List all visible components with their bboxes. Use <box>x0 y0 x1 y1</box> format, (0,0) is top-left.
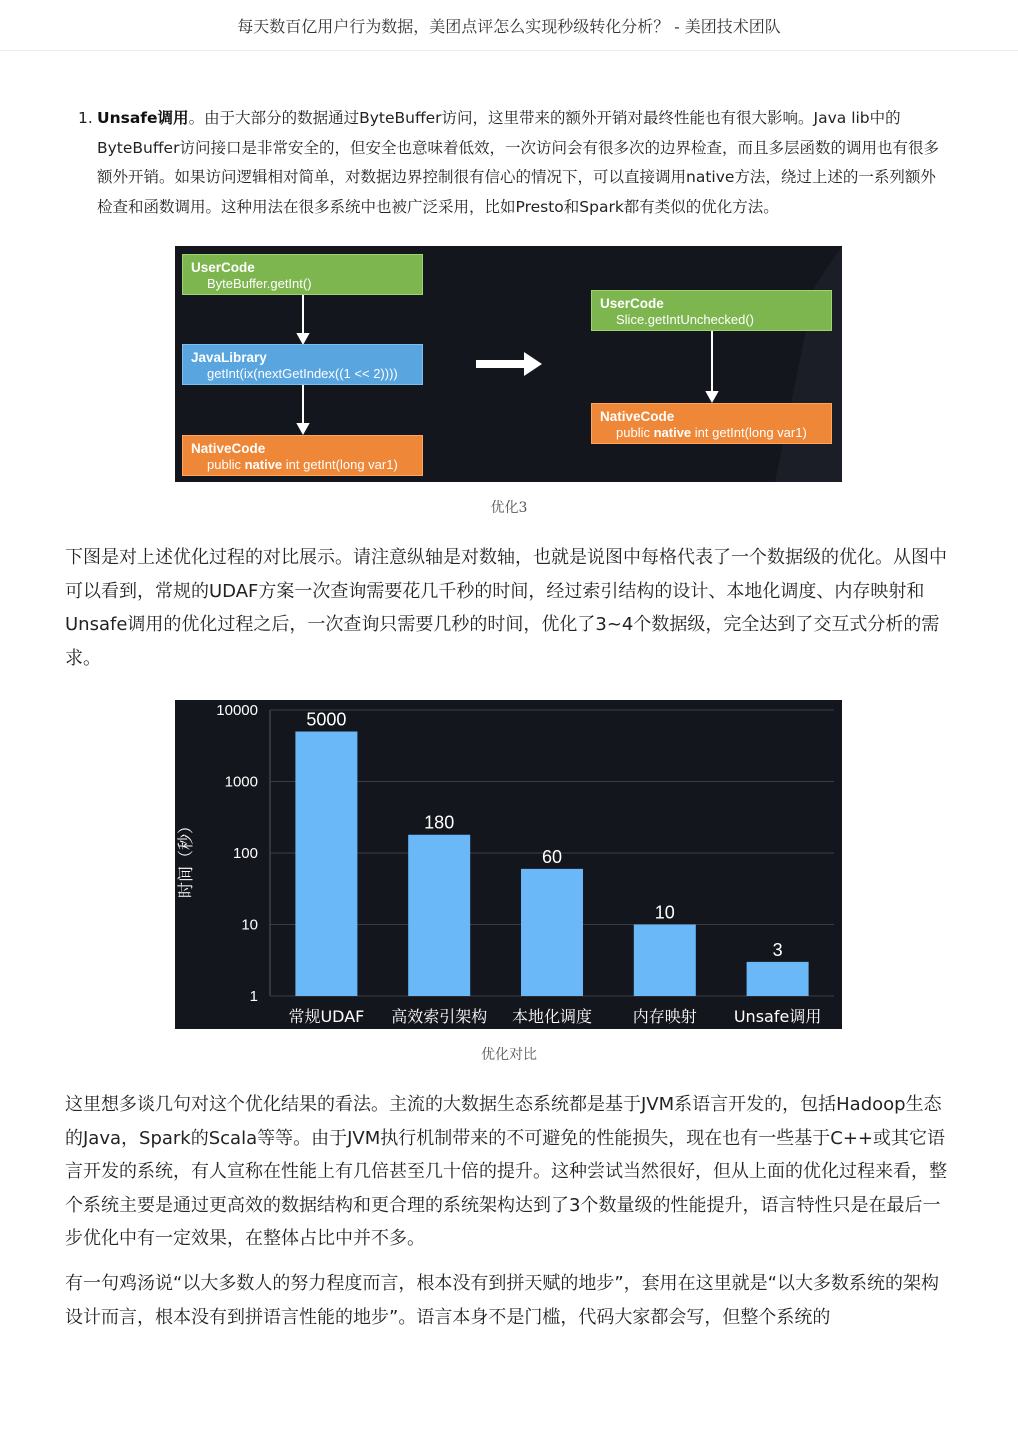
bar-value-label: 180 <box>424 812 455 833</box>
box-subtitle <box>600 425 823 441</box>
bar <box>747 962 809 996</box>
paragraph-1: 下图是对上述优化过程的对比展示。请注意纵轴是对数轴，也就是说图中每格代表了一个数据级的优化。从图中可以看到，常规的UDAF方案一次查询需要花几千秒的时间，经过索引结构的设计、本地化调度、内存映射和Unsafe调用的优化过程之后，一次查询只需要几秒的时间，优化了3~4个数据级，完全达到了交互式分析的需求。 <box>65 547 947 669</box>
box-subtitle-post: int getInt(long var1) <box>691 425 807 440</box>
bar <box>408 835 470 996</box>
y-tick-label: 100 <box>232 845 258 862</box>
x-category-label: 高效索引架构 <box>391 1007 488 1026</box>
diagram-unsafe-call <box>175 246 842 482</box>
arrow-left-2-head <box>298 424 308 433</box>
box-nativecode-left <box>182 435 423 476</box>
list-item <box>78 104 950 222</box>
bar-value-label: 10 <box>654 902 675 923</box>
x-category-label: Unsafe调用 <box>733 1007 822 1026</box>
chart-optimization-comparison <box>175 700 842 1029</box>
box-usercode-left <box>182 254 423 295</box>
x-category-label: 内存映射 <box>632 1007 697 1026</box>
box-subtitle-pre: public <box>207 457 245 472</box>
box-subtitle-keyword: native <box>244 457 283 472</box>
box-title: JavaLibrary <box>191 350 267 365</box>
x-category-label: 本地化调度 <box>511 1007 593 1026</box>
arrow-right-1-head <box>707 392 717 401</box>
bar-value-label: 3 <box>772 939 783 960</box>
big-arrow-head <box>524 352 542 376</box>
list-item-bold: Unsafe调用 <box>97 109 189 127</box>
box-subtitle: getInt(ix(nextGetIndex((1 << 2)))) <box>207 366 398 381</box>
box-title: NativeCode <box>600 409 675 424</box>
box-title: UserCode <box>191 260 255 275</box>
list-item-text <box>97 104 950 222</box>
page-title: 每天数百亿用户行为数据，美团点评怎么实现秒级转化分析？ - 美团技术团队 <box>237 16 781 36</box>
y-tick-label: 1 <box>249 988 258 1005</box>
list-item-body: 。由于大部分的数据通过ByteBuffer访问，这里带来的额外开销对最终性能也有很大影响。Java lib中的ByteBuffer访问接口是非常安全的，但安全也意味着低效，一次访问会有很多次的边界检查，而且多层函数的调用也有很多额外开销。如果访问逻辑相对简单，对数据边界控制很有信心的情况下，可以直接调用native方法，绕过上述的一系列额外检查和函数调用。这种用法在很多系统中也被广泛采用，比如Presto和Spark都有类似的优化方法。 <box>97 109 939 216</box>
y-axis-label: 时间（秒） <box>176 817 195 899</box>
x-category-label: 常规UDAF <box>288 1007 365 1026</box>
figure-caption-1: 优化3 <box>490 500 528 516</box>
bar-value-label: 5000 <box>306 709 347 730</box>
box-title: UserCode <box>600 296 664 311</box>
list-number: 1. <box>78 109 93 127</box>
big-arrow-shaft <box>476 360 526 368</box>
box-nativecode-right <box>591 403 832 444</box>
figure-caption-2: 优化对比 <box>481 1047 537 1063</box>
box-subtitle <box>191 457 414 473</box>
bar <box>521 869 583 996</box>
page-header <box>0 0 1018 51</box>
diagram-shade <box>775 246 842 482</box>
y-tick-label: 10 <box>241 916 258 934</box>
bar-value-label: 60 <box>541 846 563 867</box>
box-subtitle-keyword: native <box>653 425 692 440</box>
box-javalibrary-left <box>182 344 423 385</box>
y-tick-label: 1000 <box>224 773 258 791</box>
y-tick-label: 10000 <box>216 702 258 719</box>
arrow-left-1-head <box>298 334 308 343</box>
box-subtitle-post: int getInt(long var1) <box>282 457 398 472</box>
box-usercode-right <box>591 290 832 331</box>
paragraph-3: 有一句鸡汤说“以大多数人的努力程度而言，根本没有到拼天赋的地步”，套用在这里就是“以大多数系统的架构设计而言，根本没有到拼语言性能的地步”。语言本身不是门槛，代码大家都会写，但整个系统的 <box>65 1273 939 1328</box>
bar <box>295 732 357 996</box>
paragraph-2: 这里想多谈几句对这个优化结果的看法。主流的大数据生态系统都是基于JVM系语言开发的，包括Hadoop生态的Java，Spark的Scala等等。由于JVM执行机制带来的不可避免的性能损失，现在也有一些基于C++或其它语言开发的系统，有人宣称在性能上有几倍甚至几十倍的提升。这种尝试当然很好，但从上面的优化过程来看，整个系统主要是通过更高效的数据结构和更合理的系统架构达到了3个数量级的性能提升，语言特性只是在最后一步优化中有一定效果，在整体占比中并不多。 <box>65 1094 947 1249</box>
box-subtitle: Slice.getIntUnchecked() <box>616 312 755 327</box>
bar-chart <box>175 700 842 1029</box>
box-subtitle: ByteBuffer.getInt() <box>207 276 312 291</box>
bar <box>634 925 696 997</box>
box-title: NativeCode <box>191 441 266 456</box>
box-subtitle-pre: public <box>616 425 654 440</box>
